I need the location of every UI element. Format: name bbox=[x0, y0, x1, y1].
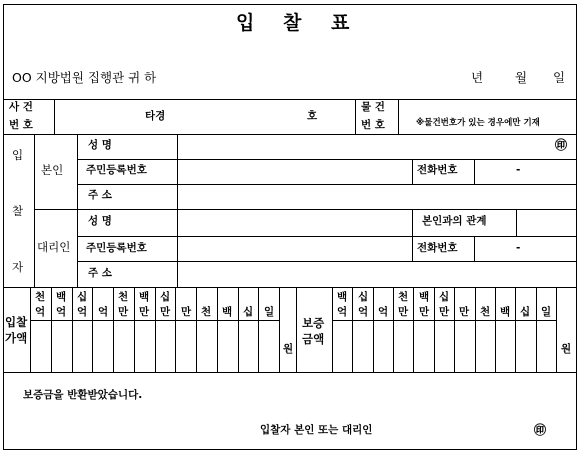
date-month: 월 bbox=[515, 70, 528, 85]
deposit-col-line bbox=[454, 287, 455, 372]
bid-amount-digit-bottom: 만 bbox=[181, 306, 192, 318]
bid-amount-digit-bottom: 십 bbox=[243, 306, 254, 318]
self-row1-line bbox=[77, 159, 577, 160]
bid-amount-digit-bottom: 억 bbox=[56, 306, 67, 318]
agent-phone-dash: - bbox=[516, 242, 521, 254]
bid-amount-label-2: 가액 bbox=[5, 331, 28, 345]
deposit-label-2: 금액 bbox=[302, 332, 325, 346]
deposit-digit-bottom: 만 bbox=[439, 306, 450, 318]
deposit-digit-bottom: 억 bbox=[337, 306, 348, 318]
deposit-col-line bbox=[434, 287, 435, 372]
deposit-col-line bbox=[475, 287, 476, 372]
deposit-col-line bbox=[373, 287, 374, 372]
bidder-side-char-2: 찰 bbox=[12, 204, 24, 218]
deposit-label-1: 보증 bbox=[302, 316, 325, 330]
deposit-digit-top: 십 bbox=[439, 291, 450, 303]
item-number-note: ※물건번호가 있는 경우에만 기재 bbox=[416, 118, 540, 128]
footer-seal: ㊞ bbox=[534, 423, 547, 437]
signer-text: 입찰자 본인 또는 대리인 bbox=[260, 424, 373, 436]
case-tagyeong: 타경 bbox=[145, 110, 166, 122]
deposit-digit-bottom: 천 bbox=[480, 306, 491, 318]
deposit-col-line bbox=[413, 287, 414, 372]
bidder-side-char-1: 입 bbox=[12, 148, 24, 162]
agent-relation-label: 본인과의 관계 bbox=[422, 215, 487, 227]
deposit-digit-bottom: 만 bbox=[398, 306, 409, 318]
deposit-digit-bottom: 백 bbox=[500, 306, 511, 318]
agent-id-label: 주민등록번호 bbox=[86, 242, 147, 254]
deposit-col-line bbox=[515, 287, 516, 372]
agent-row1-line bbox=[77, 236, 577, 237]
bid-amount-digit-bottom: 억 bbox=[98, 306, 109, 318]
bid-amount-digit-top: 십 bbox=[160, 291, 171, 303]
deposit-col-line bbox=[536, 287, 537, 372]
deposit-col-line bbox=[393, 287, 394, 372]
case-label-divider bbox=[54, 99, 55, 134]
bid-amount-won: 원 bbox=[283, 343, 294, 355]
bid-amount-digit-bottom: 만 bbox=[160, 306, 171, 318]
bid-amount-digit-bottom: 백 bbox=[222, 306, 233, 318]
bid-amount-digit-bottom: 만 bbox=[118, 306, 129, 318]
addressee-text: OO 지방법원 집행관 귀 하 bbox=[12, 70, 157, 85]
item-label-line2: 번 호 bbox=[361, 119, 385, 131]
amount-center-divider bbox=[296, 287, 297, 372]
bid-amount-digit-top: 십 bbox=[77, 291, 88, 303]
amount-bottom-line bbox=[3, 372, 577, 373]
deposit-col-line bbox=[352, 287, 353, 372]
item-label-left-line bbox=[355, 99, 356, 134]
bid-amount-col-line bbox=[51, 287, 52, 372]
deposit-digit-bottom: 십 bbox=[520, 306, 531, 318]
case-ho: 호 bbox=[307, 110, 318, 122]
self-phone-dash: - bbox=[516, 164, 521, 176]
self-address-label: 주 소 bbox=[88, 189, 112, 201]
item-label-line1: 물 건 bbox=[361, 101, 385, 113]
agent-label: 대리인 bbox=[37, 240, 71, 254]
bid-amount-col-line bbox=[113, 287, 114, 372]
case-label-line2: 번 호 bbox=[9, 119, 33, 131]
self-seal: ㊞ bbox=[555, 138, 568, 152]
deposit-digit-top: 백 bbox=[337, 291, 348, 303]
deposit-digit-top: 십 bbox=[358, 291, 369, 303]
case-row-bottom-line bbox=[3, 134, 577, 135]
bidder-field-divider bbox=[177, 134, 178, 287]
deposit-digit-bottom: 억 bbox=[358, 306, 369, 318]
bid-amount-digit-top: 백 bbox=[56, 291, 67, 303]
bid-amount-col-line bbox=[72, 287, 73, 372]
bid-amount-digit-top: 천 bbox=[118, 291, 129, 303]
bid-amount-col-line bbox=[196, 287, 197, 372]
deposit-digit-top: 천 bbox=[398, 291, 409, 303]
bid-amount-col-line bbox=[175, 287, 176, 372]
case-label-line1: 사 건 bbox=[9, 101, 33, 113]
deposit-col-line bbox=[332, 287, 333, 372]
self-phone-label: 전화번호 bbox=[417, 164, 458, 176]
bid-amount-col-line bbox=[134, 287, 135, 372]
self-row2-line bbox=[77, 184, 577, 185]
deposit-header-line bbox=[332, 320, 556, 321]
bid-amount-digit-bottom: 일 bbox=[264, 306, 275, 318]
self-agent-divider bbox=[34, 209, 577, 210]
title-char-2: 찰 bbox=[283, 12, 302, 34]
agent-address-label: 주 소 bbox=[88, 267, 112, 279]
bidder-side-divider bbox=[34, 134, 35, 287]
bid-amount-col-line bbox=[279, 287, 280, 372]
date-year: 년 bbox=[471, 70, 484, 85]
agent-phone-label: 전화번호 bbox=[417, 242, 458, 254]
deposit-col-line bbox=[495, 287, 496, 372]
date-day: 일 bbox=[553, 70, 566, 85]
agent-name-label: 성 명 bbox=[88, 215, 112, 227]
bid-amount-digit-top: 백 bbox=[139, 291, 150, 303]
self-label: 본인 bbox=[41, 163, 64, 177]
deposit-digit-bottom: 만 bbox=[419, 306, 430, 318]
self-id-label: 주민등록번호 bbox=[86, 164, 147, 176]
bid-amount-header-line bbox=[30, 320, 279, 321]
self-name-label: 성 명 bbox=[88, 139, 112, 151]
bid-amount-label-1: 입찰 bbox=[5, 315, 28, 329]
case-row-top-line bbox=[3, 99, 577, 100]
bid-amount-digit-top: 천 bbox=[35, 291, 46, 303]
bid-amount-col-line bbox=[217, 287, 218, 372]
bid-amount-col-line bbox=[238, 287, 239, 372]
deposit-won: 원 bbox=[561, 343, 572, 355]
self-phone-left-line bbox=[412, 159, 413, 184]
bidder-bottom-line bbox=[3, 287, 577, 288]
self-phone-right-line bbox=[474, 159, 475, 184]
deposit-digit-bottom: 일 bbox=[541, 306, 552, 318]
bid-amount-digit-bottom: 만 bbox=[139, 306, 150, 318]
deposit-returned-text: 보증금을 반환받았습니다. bbox=[23, 389, 143, 401]
bid-amount-digit-bottom: 억 bbox=[77, 306, 88, 318]
bid-amount-digit-bottom: 천 bbox=[201, 306, 212, 318]
title-char-3: 표 bbox=[331, 12, 350, 34]
bidder-side-char-3: 자 bbox=[12, 260, 24, 274]
deposit-col-line bbox=[556, 287, 557, 372]
bid-amount-col-line bbox=[258, 287, 259, 372]
deposit-digit-bottom: 만 bbox=[459, 306, 470, 318]
item-label-right-line bbox=[398, 99, 399, 134]
bidder-label-divider bbox=[77, 134, 78, 287]
agent-relation-right-line bbox=[516, 209, 517, 236]
bid-amount-col-line bbox=[155, 287, 156, 372]
deposit-digit-bottom: 억 bbox=[378, 306, 389, 318]
bid-amount-col-line bbox=[30, 287, 31, 372]
agent-row2-line bbox=[77, 261, 577, 262]
title-char-1: 입 bbox=[236, 12, 255, 34]
bid-amount-digit-bottom: 억 bbox=[35, 306, 46, 318]
bid-amount-col-line bbox=[92, 287, 93, 372]
agent-phone-left-line bbox=[412, 236, 413, 261]
agent-relation-left-line bbox=[412, 209, 413, 236]
agent-phone-right-line bbox=[474, 236, 475, 261]
deposit-digit-top: 백 bbox=[419, 291, 430, 303]
